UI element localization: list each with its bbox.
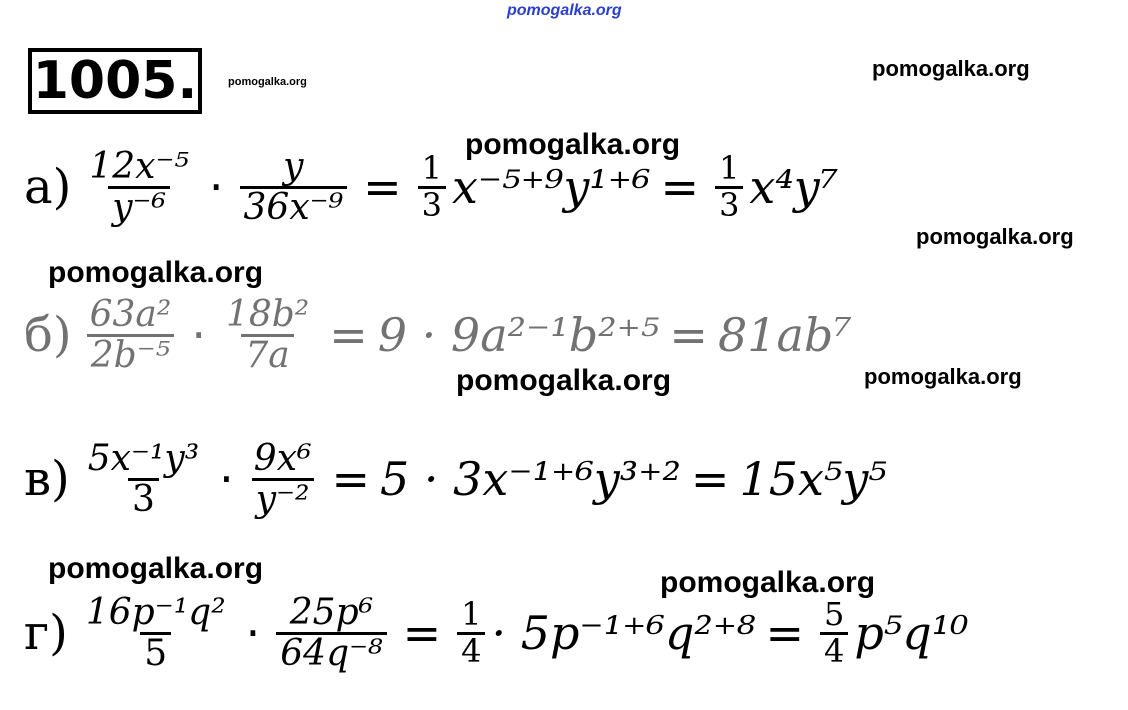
- expression: 5 · 3x⁻¹⁺⁶y³⁺²: [379, 452, 681, 507]
- item-label: б): [24, 307, 72, 364]
- numerator: 18b²: [225, 294, 310, 335]
- expression: 81ab⁷: [717, 308, 852, 363]
- fraction: [820, 595, 848, 670]
- numerator: 12x⁻⁵: [89, 146, 189, 187]
- watermark: pomogalka.org: [48, 256, 264, 289]
- watermark: pomogalka.org: [465, 128, 681, 161]
- item-label: г): [24, 605, 68, 662]
- expression: · 5p⁻¹⁺⁶q²⁺⁸: [491, 606, 756, 661]
- equation-b: [24, 296, 852, 375]
- fraction: [85, 148, 193, 227]
- denominator: 36x⁻⁹: [240, 186, 348, 227]
- multiply-sign: ·: [191, 308, 206, 363]
- numerator: 63a²: [89, 294, 172, 335]
- numerator: 16p⁻¹q²: [85, 592, 226, 633]
- watermark: pomogalka.org: [48, 552, 264, 585]
- denominator: 2b⁻⁵: [87, 334, 174, 375]
- fraction: [86, 296, 176, 375]
- expression: x⁴y⁷: [749, 160, 839, 215]
- item-label: а): [24, 159, 72, 216]
- fraction: [276, 594, 386, 673]
- fraction: [250, 440, 316, 519]
- fraction: [84, 440, 203, 519]
- equals-sign: =: [690, 452, 730, 507]
- expression: 15x⁵y⁵: [739, 452, 887, 507]
- numerator: y: [283, 146, 304, 187]
- equals-sign: =: [329, 308, 368, 363]
- denominator: y⁻⁶: [108, 186, 170, 227]
- expression: 9 · 9a²⁻¹b²⁺⁵: [377, 308, 660, 363]
- watermark: pomogalka.org: [456, 364, 672, 397]
- watermark-small: pomogalka.org: [228, 76, 307, 88]
- fraction: [82, 594, 230, 673]
- problem-number: 1005.: [28, 48, 202, 114]
- denominator: 3: [418, 186, 446, 223]
- equals-sign: =: [363, 160, 402, 215]
- equals-sign: =: [660, 160, 700, 215]
- multiply-sign: ·: [219, 452, 234, 507]
- denominator: 4: [820, 632, 848, 669]
- equals-sign: =: [669, 308, 708, 363]
- expression: x⁻⁵⁺⁹y¹⁺⁶: [451, 160, 651, 215]
- denominator: 4: [457, 632, 485, 669]
- denominator: 7a: [241, 334, 293, 375]
- fraction: [715, 149, 743, 224]
- numerator: 1: [719, 149, 740, 188]
- denominator: y⁻²: [252, 478, 314, 519]
- equation-g: [24, 594, 969, 673]
- fraction: [418, 149, 446, 224]
- denominator: 64q⁻⁸: [276, 632, 386, 673]
- denominator: 3: [715, 186, 743, 223]
- equals-sign: =: [331, 452, 370, 507]
- watermark: pomogalka.org: [864, 364, 1022, 389]
- equation-a: [24, 148, 838, 227]
- equation-v: [24, 440, 887, 519]
- multiply-sign: ·: [245, 606, 261, 661]
- expression: p⁵q¹⁰: [854, 606, 969, 661]
- fraction: [222, 296, 313, 375]
- numerator: 25p⁶: [289, 592, 374, 633]
- item-label: в): [24, 451, 70, 508]
- watermark-top: pomogalka.org: [507, 2, 622, 19]
- watermark: pomogalka.org: [660, 566, 876, 599]
- numerator: 1: [421, 149, 442, 188]
- denominator: 5: [140, 632, 171, 673]
- watermark: pomogalka.org: [916, 224, 1074, 249]
- fraction: [457, 595, 485, 670]
- numerator: 5: [824, 595, 845, 634]
- numerator: 5x⁻¹y³: [87, 438, 200, 479]
- numerator: 9x⁶: [253, 438, 312, 479]
- watermark-header-right: pomogalka.org: [872, 56, 1030, 81]
- equals-sign: =: [402, 606, 442, 661]
- denominator: 3: [128, 478, 159, 519]
- numerator: 1: [461, 595, 482, 634]
- multiply-sign: ·: [208, 160, 224, 215]
- fraction: [240, 148, 348, 227]
- equals-sign: =: [765, 606, 805, 661]
